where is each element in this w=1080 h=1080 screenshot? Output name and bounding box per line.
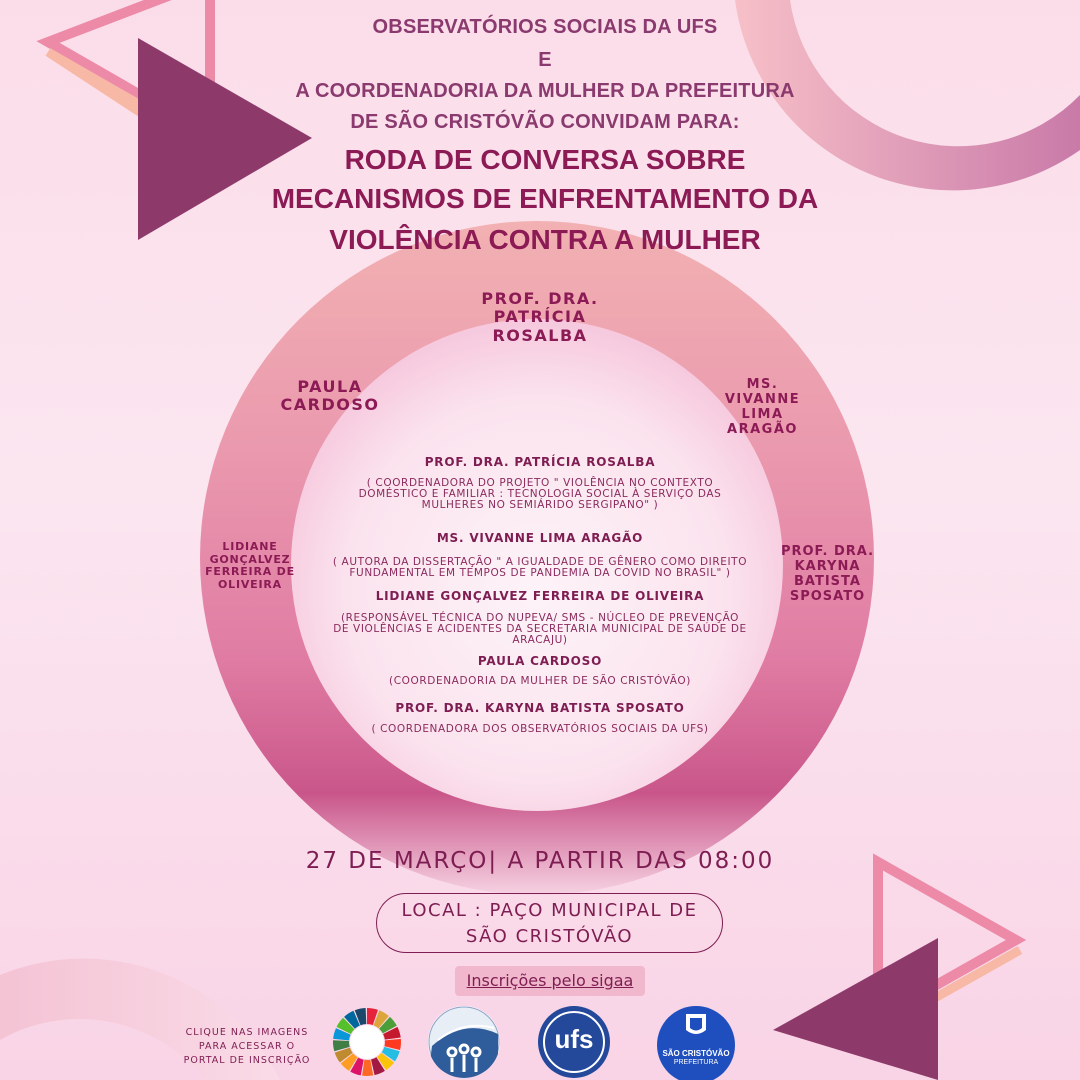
ring-name-top: PROF. DRA. PATRÍCIA ROSALBA xyxy=(481,289,599,345)
speaker-3-desc: (RESPONSÁVEL TÉCNICA DO NUPEVA/ SMS - NÚCLEO DE PREVENÇÃO DE VIOLÊNCIAS E ACIDENTES DA SECRETARIA MUNICIPAL DE SAÚDE DE ARACAJU) xyxy=(333,612,747,647)
event-location: LOCAL : PAÇO MUNICIPAL DE SÃO CRISTÓVÃO xyxy=(376,893,723,953)
bottom-right-triangles xyxy=(773,862,1020,1080)
sdg-center xyxy=(350,1025,384,1059)
ring-name-left: LIDIANE GONÇALVEZ FERREIRA DE OLIVEIRA xyxy=(205,540,295,591)
sdg-wheel-icon xyxy=(331,1006,403,1078)
speaker-4-name: PAULA CARDOSO xyxy=(477,654,603,668)
sdg-segment xyxy=(362,1060,373,1076)
speaker-2-desc: ( AUTORA DA DISSERTAÇÃO " A IGUALDADE DE GÊNERO COMO DIREITO FUNDAMENTAL EM TEMPOS DE PANDEMIA DA COVID NO BRASIL" ) xyxy=(332,556,748,580)
header-line-2: E xyxy=(538,49,552,71)
title-line-3: VIOLÊNCIA CONTRA A MULHER xyxy=(329,224,761,255)
people-group-icon xyxy=(428,1006,500,1078)
header-line-4: DE SÃO CRISTÓVÃO CONVIDAM PARA: xyxy=(350,111,740,133)
event-date: 27 DE MARÇO| A PARTIR DAS 08:00 xyxy=(305,848,775,874)
ring-name-left-top: PAULA CARDOSO xyxy=(280,377,380,415)
speaker-1-desc: ( COORDENADORA DO PROJETO " VIOLÊNCIA NO CONTEXTO DOMÉSTICO E FAMILIAR : TECNOLOGIA SOCIAL À SERVIÇO DAS MULHERES NO SEMIÁRIDO SERGIPANO" ) xyxy=(358,477,722,512)
speaker-5-desc: ( COORDENADORA DOS OBSERVATÓRIOS SOCIAIS DA UFS) xyxy=(371,723,709,735)
speaker-2-name: MS. VIVANNE LIMA ARAGÃO xyxy=(436,531,644,545)
header-line-1: OBSERVATÓRIOS SOCIAIS DA UFS xyxy=(372,16,718,38)
speaker-3-name: LIDIANE GONÇALVEZ FERREIRA DE OLIVEIRA xyxy=(375,589,705,603)
ring-name-right: PROF. DRA. KARYNA BATISTA SPOSATO xyxy=(780,544,875,604)
click-instruction: CLIQUE NAS IMAGENS PARA ACESSAR O PORTAL DE INSCRIÇÃO xyxy=(183,1027,311,1066)
header-line-3: A COORDENADORIA DA MULHER DA PREFEITURA xyxy=(295,80,795,102)
ufs-logo[interactable]: ufs xyxy=(538,1006,610,1078)
ring-name-right-top: MS. VIVANNE LIMA ARAGÃO xyxy=(724,377,801,437)
speaker-1-name: PROF. DRA. PATRÍCIA ROSALBA xyxy=(424,455,656,469)
sao-cristovao-logo[interactable]: SÃO CRISTÓVÃO PREFEITURA xyxy=(657,1006,735,1080)
speaker-5-name: PROF. DRA. KARYNA BATISTA SPOSATO xyxy=(395,701,685,715)
sdg-wheel-logo[interactable] xyxy=(331,1006,403,1078)
title-line-1: RODA DE CONVERSA SOBRE xyxy=(344,144,746,175)
signup-link[interactable]: Inscrições pelo sigaa xyxy=(455,966,645,996)
title-line-2: MECANISMOS DE ENFRENTAMENTO DA xyxy=(271,183,819,214)
observatorio-logo[interactable] xyxy=(428,1006,500,1078)
speaker-4-desc: (COORDENADORIA DA MULHER DE SÃO CRISTÓVÃO) xyxy=(389,675,691,687)
